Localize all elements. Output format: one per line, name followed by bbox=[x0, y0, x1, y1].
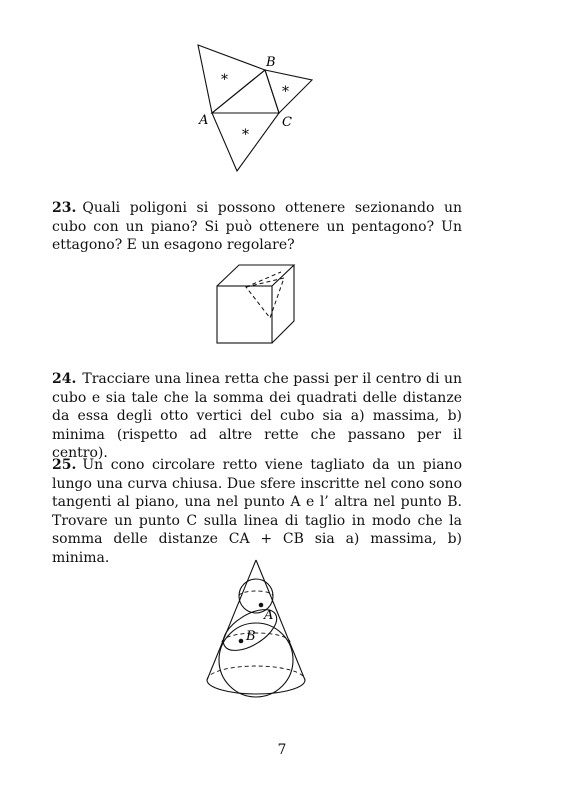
cube-section-triangle bbox=[246, 278, 284, 318]
net-top-face bbox=[198, 45, 265, 113]
star-mark-right: * bbox=[282, 84, 289, 100]
tangent-point-b bbox=[239, 639, 244, 644]
problem-24 bbox=[52, 370, 462, 463]
problem-text: Un cono circolare retto viene tagliato da un piano lungo una curva chiusa. Due sfere inscritte nel cono sono tangenti al piano, una nel punto A e l’ altra nel punto B. Trovare un punto C sulla linea di taglio in modo che la somma delle distanze CA + CB sia a) massima, b) minima. bbox=[52, 457, 462, 566]
problem-number: 24. bbox=[52, 371, 77, 387]
cone-spheres-figure bbox=[200, 555, 320, 710]
problem-25 bbox=[52, 456, 462, 567]
point-label-a: A bbox=[264, 608, 274, 623]
problem-number: 25. bbox=[52, 457, 77, 473]
tangent-point-a bbox=[259, 603, 264, 608]
vertex-label-c: C bbox=[282, 115, 292, 130]
vertex-label-b: B bbox=[266, 55, 276, 70]
problem-number: 23. bbox=[52, 200, 77, 216]
star-mark-top: * bbox=[221, 72, 228, 88]
star-mark-bottom: * bbox=[242, 127, 249, 143]
cone-left-side bbox=[207, 560, 256, 680]
small-sphere-equator bbox=[239, 591, 273, 596]
cube-section-figure bbox=[210, 260, 300, 350]
large-sphere-equator bbox=[222, 633, 290, 642]
vertex-label-a: A bbox=[199, 113, 209, 128]
problem-23 bbox=[52, 199, 462, 255]
page-number: 7 bbox=[277, 742, 287, 758]
cone-base-front bbox=[207, 680, 305, 694]
large-sphere bbox=[219, 623, 293, 697]
tetrahedron-net-figure bbox=[190, 38, 325, 178]
cube-front-face bbox=[217, 286, 272, 343]
problem-text: Tracciare una linea retta che passi per il centro di un cubo e sia tale che la somma dei quadrati delle distanze da essa degli otto vertici del cubo sia a) massima, b) minima (rispetto ad altre rette che passano per il centro). bbox=[52, 371, 462, 461]
point-label-b: B bbox=[246, 629, 256, 644]
problem-text: Quali poligoni si possono ottenere sezionando un cubo con un piano? Si può ottenere un pentagono? Un ettagono? E un esagono regolare? bbox=[52, 200, 462, 253]
